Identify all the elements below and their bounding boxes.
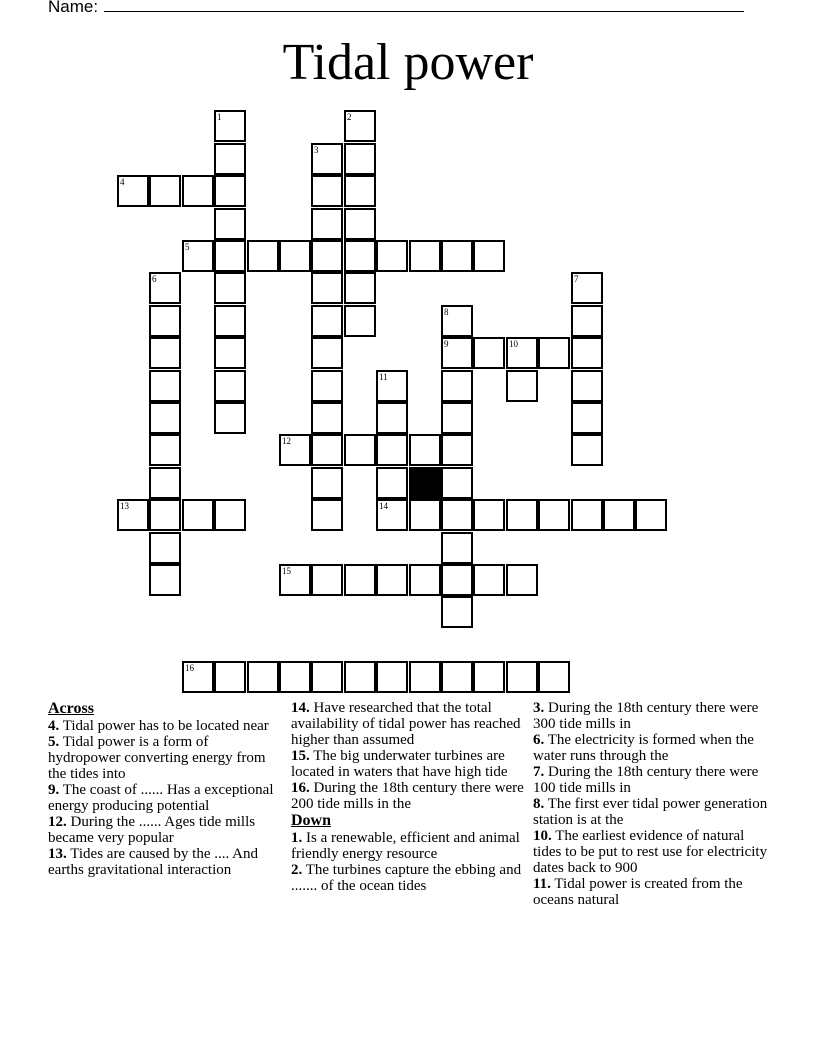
crossword-cell[interactable] xyxy=(149,434,181,466)
crossword-cell[interactable] xyxy=(441,337,473,369)
crossword-cell[interactable] xyxy=(182,175,214,207)
clue-number: 1 xyxy=(217,112,222,122)
crossword-cell[interactable] xyxy=(311,175,343,207)
crossword-cell[interactable] xyxy=(279,434,311,466)
crossword-cell[interactable] xyxy=(473,240,505,272)
crossword-cell[interactable] xyxy=(214,661,246,693)
crossword-cell[interactable] xyxy=(311,143,343,175)
clue-number-label: 8. xyxy=(533,796,545,812)
name-label: Name: xyxy=(48,0,99,16)
down-clue xyxy=(533,732,773,764)
clue-text: The coast of ...... Has a exceptional energy producing potential xyxy=(48,782,274,814)
clue-number-label: 4. xyxy=(48,718,60,734)
clue-text: Is a renewable, efficient and animal friendly energy resource xyxy=(291,830,520,862)
crossword-cell[interactable] xyxy=(311,370,343,402)
crossword-cell[interactable] xyxy=(149,564,181,596)
clue-number-label: 7. xyxy=(533,764,545,780)
crossword-cell[interactable] xyxy=(376,564,408,596)
crossword-cell[interactable] xyxy=(214,175,246,207)
crossword-cell[interactable] xyxy=(506,499,538,531)
clue-number-label: 12. xyxy=(48,814,67,830)
crossword-cell[interactable] xyxy=(344,208,376,240)
crossword-cell[interactable] xyxy=(538,661,570,693)
crossword-cell[interactable] xyxy=(149,499,181,531)
crossword-cell[interactable] xyxy=(279,564,311,596)
clue-text: Tides are caused by the .... And earths gravitational interaction xyxy=(48,846,258,878)
crossword-cell[interactable] xyxy=(506,370,538,402)
crossword-cell[interactable] xyxy=(506,337,538,369)
crossword-cell[interactable] xyxy=(311,208,343,240)
crossword-cell[interactable] xyxy=(149,532,181,564)
crossword-cell[interactable] xyxy=(311,661,343,693)
crossword-cell[interactable] xyxy=(149,175,181,207)
crossword-cell[interactable] xyxy=(344,175,376,207)
clue-number: 5 xyxy=(185,242,190,252)
crossword-cell[interactable] xyxy=(571,272,603,304)
crossword-cell[interactable] xyxy=(344,110,376,142)
clues-column-2 xyxy=(291,700,527,894)
crossword-cell[interactable] xyxy=(603,499,635,531)
clue-text: During the ...... Ages tide mills became very popular xyxy=(48,814,256,846)
down-clue xyxy=(291,830,527,862)
crossword-cell[interactable] xyxy=(344,661,376,693)
clue-text: Tidal power is a form of hydropower converting energy from the tides into xyxy=(48,734,266,782)
clue-text: The first ever tidal power generation station is at the xyxy=(533,796,768,828)
crossword-cell[interactable] xyxy=(538,337,570,369)
crossword-cell[interactable] xyxy=(376,240,408,272)
crossword-cell[interactable] xyxy=(214,499,246,531)
crossword-cell[interactable] xyxy=(214,305,246,337)
clue-text: Have researched that the total availability of tidal power has reached higher than assumed xyxy=(291,700,521,748)
crossword-cell[interactable] xyxy=(409,661,441,693)
crossword-cell[interactable] xyxy=(117,499,149,531)
crossword-cell[interactable] xyxy=(247,240,279,272)
crossword-cell[interactable] xyxy=(571,499,603,531)
crossword-cell[interactable] xyxy=(376,402,408,434)
clue-number: 15 xyxy=(282,566,291,576)
clue-text: The earliest evidence of natural tides to be put to rest use for electricity dates back to 900 xyxy=(533,828,768,876)
crossword-cell[interactable] xyxy=(214,272,246,304)
clue-number-label: 6. xyxy=(533,732,545,748)
crossword-cell[interactable] xyxy=(182,240,214,272)
crossword-cell[interactable] xyxy=(311,272,343,304)
clue-number-label: 3. xyxy=(533,700,545,716)
crossword-cell[interactable] xyxy=(571,434,603,466)
crossword-cell[interactable] xyxy=(149,402,181,434)
crossword-cell[interactable] xyxy=(149,370,181,402)
clue-text: During the 18th century there were 200 tide mills in the xyxy=(291,780,524,812)
black-square xyxy=(409,467,441,499)
crossword-cell[interactable] xyxy=(344,434,376,466)
crossword-cell[interactable] xyxy=(344,240,376,272)
crossword-cell[interactable] xyxy=(409,564,441,596)
clue-number: 12 xyxy=(282,436,291,446)
down-clue xyxy=(533,828,773,876)
crossword-cell[interactable] xyxy=(214,402,246,434)
crossword-cell[interactable] xyxy=(311,499,343,531)
crossword-cell[interactable] xyxy=(441,305,473,337)
crossword-cell[interactable] xyxy=(473,564,505,596)
crossword-cell[interactable] xyxy=(409,240,441,272)
crossword-cell[interactable] xyxy=(214,110,246,142)
across-heading: Across xyxy=(48,700,94,717)
crossword-cell[interactable] xyxy=(473,661,505,693)
across-clue xyxy=(48,718,280,734)
crossword-cell[interactable] xyxy=(441,402,473,434)
crossword-cell[interactable] xyxy=(409,434,441,466)
clue-number-label: 15. xyxy=(291,748,310,764)
clue-number-label: 11. xyxy=(533,876,551,892)
clue-number: 9 xyxy=(444,339,449,349)
clue-text: During the 18th century there were 100 tide mills in xyxy=(533,764,759,796)
crossword-cell[interactable] xyxy=(311,434,343,466)
crossword-cell[interactable] xyxy=(311,467,343,499)
crossword-cell[interactable] xyxy=(214,240,246,272)
crossword-cell[interactable] xyxy=(376,370,408,402)
crossword-cell[interactable] xyxy=(344,143,376,175)
crossword-cell[interactable] xyxy=(149,272,181,304)
crossword-cell[interactable] xyxy=(149,337,181,369)
clue-number: 14 xyxy=(379,501,388,511)
clue-number-label: 1. xyxy=(291,830,303,846)
clue-number-label: 14. xyxy=(291,700,310,716)
crossword-cell[interactable] xyxy=(571,402,603,434)
down-heading: Down xyxy=(291,812,332,829)
crossword-cell[interactable] xyxy=(311,240,343,272)
clue-text: The turbines capture the ebbing and ....... of the ocean tides xyxy=(291,862,522,894)
crossword-cell[interactable] xyxy=(117,175,149,207)
crossword-cell[interactable] xyxy=(409,499,441,531)
clue-number-label: 9. xyxy=(48,782,60,798)
clue-number: 8 xyxy=(444,307,449,317)
across-clue xyxy=(291,748,527,780)
clue-text: The big underwater turbines are located in waters that have high tide xyxy=(291,748,508,780)
clue-number-label: 13. xyxy=(48,846,67,862)
clue-text: Tidal power is created from the oceans natural xyxy=(533,876,743,908)
down-clue xyxy=(533,764,773,796)
crossword-cell[interactable] xyxy=(441,240,473,272)
down-clue xyxy=(533,876,773,908)
crossword-cell[interactable] xyxy=(506,564,538,596)
clue-number-label: 5. xyxy=(48,734,60,750)
clue-number: 10 xyxy=(509,339,518,349)
across-clue xyxy=(291,700,527,748)
crossword-cell[interactable] xyxy=(506,661,538,693)
crossword-cell[interactable] xyxy=(214,370,246,402)
crossword-cell[interactable] xyxy=(538,499,570,531)
across-clue xyxy=(48,846,280,878)
clue-number: 13 xyxy=(120,501,129,511)
clue-text: The electricity is formed when the water runs through the xyxy=(533,732,754,764)
crossword-cell[interactable] xyxy=(441,499,473,531)
crossword-cell[interactable] xyxy=(311,337,343,369)
crossword-cell[interactable] xyxy=(182,661,214,693)
crossword-cell[interactable] xyxy=(635,499,667,531)
crossword-cell[interactable] xyxy=(214,337,246,369)
crossword-cell[interactable] xyxy=(311,305,343,337)
down-clue xyxy=(533,796,773,828)
crossword-cell[interactable] xyxy=(376,499,408,531)
crossword-cell[interactable] xyxy=(149,305,181,337)
crossword-cell[interactable] xyxy=(441,370,473,402)
across-clue xyxy=(48,734,280,782)
crossword-cell[interactable] xyxy=(441,564,473,596)
down-clue xyxy=(533,700,773,732)
across-clue xyxy=(291,780,527,812)
clue-number-label: 10. xyxy=(533,828,552,844)
down-clue xyxy=(291,862,527,894)
clue-number: 2 xyxy=(347,112,352,122)
crossword-cell[interactable] xyxy=(441,467,473,499)
crossword-cell[interactable] xyxy=(149,467,181,499)
clue-number: 3 xyxy=(314,145,319,155)
clue-text: During the 18th century there were 300 tide mills in xyxy=(533,700,759,732)
crossword-cell[interactable] xyxy=(441,661,473,693)
crossword-cell[interactable] xyxy=(376,467,408,499)
crossword-cell[interactable] xyxy=(376,661,408,693)
crossword-cell[interactable] xyxy=(441,532,473,564)
crossword-cell[interactable] xyxy=(571,337,603,369)
crossword-cell[interactable] xyxy=(214,143,246,175)
across-clue xyxy=(48,782,280,814)
clue-number-label: 2. xyxy=(291,862,303,878)
crossword-cell[interactable] xyxy=(571,370,603,402)
page-title: Tidal power xyxy=(282,34,534,91)
across-clue xyxy=(48,814,280,846)
clue-number: 7 xyxy=(574,274,579,284)
clue-number: 6 xyxy=(152,274,157,284)
crossword-cell[interactable] xyxy=(279,661,311,693)
crossword-cell[interactable] xyxy=(441,434,473,466)
clue-number: 4 xyxy=(120,177,125,187)
crossword-cell[interactable] xyxy=(473,499,505,531)
crossword-cell[interactable] xyxy=(571,305,603,337)
crossword-cell[interactable] xyxy=(279,240,311,272)
crossword-cell[interactable] xyxy=(214,208,246,240)
crossword-cell[interactable] xyxy=(344,272,376,304)
clues-column-3 xyxy=(533,700,773,908)
clues-column-1 xyxy=(48,700,280,878)
crossword-cell[interactable] xyxy=(376,434,408,466)
clue-number: 11 xyxy=(379,372,388,382)
crossword-cell[interactable] xyxy=(311,564,343,596)
clue-number-label: 16. xyxy=(291,780,310,796)
clue-text: Tidal power has to be located near xyxy=(62,718,269,734)
crossword-cell[interactable] xyxy=(311,402,343,434)
crossword-cell[interactable] xyxy=(182,499,214,531)
crossword-cell[interactable] xyxy=(344,564,376,596)
crossword-cell[interactable] xyxy=(247,661,279,693)
crossword-cell[interactable] xyxy=(441,596,473,628)
crossword-cell[interactable] xyxy=(473,337,505,369)
clue-number: 16 xyxy=(185,663,194,673)
crossword-cell[interactable] xyxy=(344,305,376,337)
